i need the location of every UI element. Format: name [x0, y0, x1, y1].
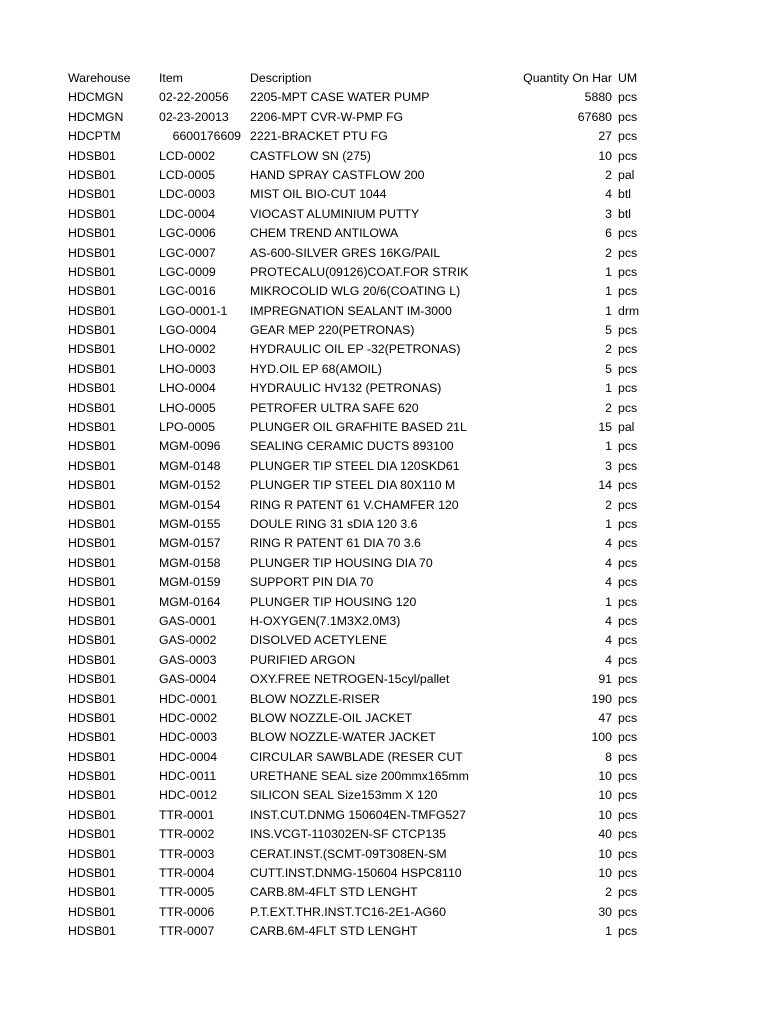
quantity-cell: 15: [598, 420, 612, 435]
table-row: [0, 767, 768, 786]
item-cell: LGO-0001-1: [159, 303, 228, 318]
warehouse-cell: HDSB01: [68, 594, 116, 609]
quantity-cell: 47: [598, 710, 612, 725]
warehouse-cell: HDSB01: [68, 439, 116, 454]
um-cell: pcs: [618, 555, 638, 570]
item-cell: LGC-0006: [159, 226, 216, 241]
quantity-cell: 1: [605, 439, 612, 454]
um-cell: pcs: [618, 478, 638, 493]
um-cell: pcs: [618, 710, 638, 725]
warehouse-cell: HDSB01: [68, 846, 116, 861]
table-row: [0, 534, 768, 553]
um-cell: pcs: [618, 846, 638, 861]
item-cell: TTR-0006: [159, 904, 215, 919]
warehouse-cell: HDSB01: [68, 458, 116, 473]
item-cell: GAS-0004: [159, 672, 217, 687]
item-cell: LDC-0003: [159, 187, 216, 202]
table-row: [0, 631, 768, 650]
quantity-cell: 40: [598, 827, 612, 842]
warehouse-cell: HDSB01: [68, 303, 116, 318]
quantity-cell: 5: [605, 323, 612, 338]
item-cell: HDC-0003: [159, 730, 218, 745]
um-cell: pcs: [618, 827, 638, 842]
description-cell: DOULE RING 31 sDIA 120 3.6: [250, 516, 418, 531]
um-cell: pcs: [618, 904, 638, 919]
quantity-cell: 2: [605, 497, 612, 512]
header-um: UM: [618, 71, 638, 85]
description-cell: PLUNGER TIP HOUSING DIA 70: [250, 555, 433, 570]
table-row: [0, 651, 768, 670]
warehouse-cell: HDCMGN: [68, 90, 124, 105]
warehouse-cell: HDSB01: [68, 516, 116, 531]
item-cell: 02-23-20013: [159, 109, 229, 124]
table-row: [0, 127, 768, 146]
quantity-cell: 5880: [584, 90, 612, 105]
item-cell: LPO-0005: [159, 420, 216, 435]
warehouse-cell: HDCPTM: [68, 129, 121, 144]
description-cell: BLOW NOZZLE-WATER JACKET: [250, 730, 436, 745]
description-cell: DISOLVED ACETYLENE: [250, 633, 388, 648]
table-row: [0, 786, 768, 805]
table-row: [0, 883, 768, 902]
warehouse-cell: HDSB01: [68, 749, 116, 764]
um-cell: pal: [618, 420, 635, 435]
quantity-cell: 2: [605, 885, 612, 900]
description-cell: CARB.6M-4FLT STD LENGHT: [250, 924, 418, 939]
item-cell: GAS-0001: [159, 613, 217, 628]
description-cell: PLUNGER TIP HOUSING 120: [250, 594, 417, 609]
warehouse-cell: HDSB01: [68, 691, 116, 706]
description-cell: HYD.OIL EP 68(AMOIL): [250, 361, 382, 376]
item-cell: 6600176609: [172, 129, 241, 144]
description-cell: SILICON SEAL Size153mm X 120: [250, 788, 438, 803]
warehouse-cell: HDSB01: [68, 885, 116, 900]
um-cell: pcs: [618, 536, 638, 551]
quantity-cell: 10: [598, 148, 612, 163]
warehouse-cell: HDSB01: [68, 575, 116, 590]
warehouse-cell: HDSB01: [68, 284, 116, 299]
um-cell: pal: [618, 167, 635, 182]
description-cell: 2221-BRACKET PTU FG: [250, 129, 388, 144]
quantity-cell: 8: [605, 749, 612, 764]
warehouse-cell: HDSB01: [68, 710, 116, 725]
um-cell: pcs: [618, 769, 638, 784]
item-cell: LGO-0004: [159, 323, 217, 338]
table-row: [0, 379, 768, 398]
um-cell: pcs: [618, 807, 638, 822]
um-cell: pcs: [618, 342, 638, 357]
um-cell: pcs: [618, 226, 638, 241]
um-cell: pcs: [618, 109, 638, 124]
item-cell: LCD-0005: [159, 167, 216, 182]
quantity-cell: 27: [598, 129, 612, 144]
um-cell: pcs: [618, 885, 638, 900]
table-row: [0, 612, 768, 631]
description-cell: MIST OIL BIO-CUT 1044: [250, 187, 387, 202]
table-row: [0, 476, 768, 495]
um-cell: pcs: [618, 361, 638, 376]
quantity-cell: 4: [605, 555, 612, 570]
description-cell: SUPPORT PIN DIA 70: [250, 575, 374, 590]
um-cell: pcs: [618, 924, 638, 939]
table-row: [0, 573, 768, 592]
item-cell: HDC-0004: [159, 749, 218, 764]
quantity-cell: 4: [605, 187, 612, 202]
description-cell: AS-600-SILVER GRES 16KG/PAIL: [250, 245, 441, 260]
item-cell: MGM-0155: [159, 516, 221, 531]
description-cell: HYDRAULIC HV132 (PETRONAS): [250, 381, 442, 396]
table-row: [0, 709, 768, 728]
item-cell: MGM-0154: [159, 497, 221, 512]
table-row: [0, 418, 768, 437]
description-cell: PROTECALU(09126)COAT.FOR STRIK: [250, 264, 469, 279]
item-cell: HDC-0012: [159, 788, 218, 803]
um-cell: pcs: [618, 381, 638, 396]
table-row: [0, 282, 768, 301]
um-cell: pcs: [618, 672, 638, 687]
item-cell: HDC-0002: [159, 710, 218, 725]
warehouse-cell: HDSB01: [68, 148, 116, 163]
item-cell: LHO-0005: [159, 400, 216, 415]
item-cell: MGM-0152: [159, 478, 221, 493]
quantity-cell: 1: [605, 594, 612, 609]
description-cell: GEAR MEP 220(PETRONAS): [250, 323, 415, 338]
description-cell: OXY.FREE NETROGEN-15cyl/pallet: [250, 672, 450, 687]
item-cell: MGM-0164: [159, 594, 221, 609]
warehouse-cell: HDSB01: [68, 730, 116, 745]
table-row: [0, 670, 768, 689]
header-row: [0, 69, 768, 88]
quantity-cell: 30: [598, 904, 612, 919]
warehouse-cell: HDCMGN: [68, 109, 124, 124]
warehouse-cell: HDSB01: [68, 613, 116, 628]
quantity-cell: 6: [605, 226, 612, 241]
description-cell: HYDRAULIC OIL EP -32(PETRONAS): [250, 342, 461, 357]
description-cell: URETHANE SEAL size 200mmx165mm: [250, 769, 469, 784]
warehouse-cell: HDSB01: [68, 788, 116, 803]
um-cell: pcs: [618, 439, 638, 454]
table-row: [0, 806, 768, 825]
warehouse-cell: HDSB01: [68, 769, 116, 784]
quantity-cell: 10: [598, 846, 612, 861]
item-cell: MGM-0159: [159, 575, 221, 590]
um-cell: pcs: [618, 691, 638, 706]
quantity-cell: 4: [605, 536, 612, 551]
description-cell: SEALING CERAMIC DUCTS 893100: [250, 439, 454, 454]
item-cell: LCD-0002: [159, 148, 216, 163]
item-cell: TTR-0001: [159, 807, 215, 822]
item-cell: MGM-0157: [159, 536, 221, 551]
um-cell: btl: [618, 187, 631, 202]
um-cell: pcs: [618, 613, 638, 628]
um-cell: pcs: [618, 148, 638, 163]
description-cell: RING R PATENT 61 V.CHAMFER 120: [250, 497, 459, 512]
um-cell: pcs: [618, 633, 638, 648]
description-cell: CARB.8M-4FLT STD LENGHT: [250, 885, 418, 900]
item-cell: 02-22-20056: [159, 90, 229, 105]
um-cell: pcs: [618, 400, 638, 415]
warehouse-cell: HDSB01: [68, 672, 116, 687]
warehouse-cell: HDSB01: [68, 478, 116, 493]
um-cell: pcs: [618, 284, 638, 299]
table-row: [0, 457, 768, 476]
quantity-cell: 4: [605, 633, 612, 648]
description-cell: CIRCULAR SAWBLADE (RESER CUT: [250, 749, 463, 764]
item-cell: MGM-0096: [159, 439, 221, 454]
quantity-cell: 2: [605, 167, 612, 182]
item-cell: LDC-0004: [159, 206, 216, 221]
um-cell: pcs: [618, 866, 638, 881]
warehouse-cell: HDSB01: [68, 381, 116, 396]
table-row: [0, 302, 768, 321]
table-row: [0, 748, 768, 767]
um-cell: pcs: [618, 730, 638, 745]
table-row: [0, 922, 768, 941]
description-cell: CHEM TREND ANTILOWA: [250, 226, 399, 241]
description-cell: HAND SPRAY CASTFLOW 200: [250, 167, 425, 182]
table-row: [0, 340, 768, 359]
warehouse-cell: HDSB01: [68, 555, 116, 570]
um-cell: pcs: [618, 516, 638, 531]
quantity-cell: 3: [605, 458, 612, 473]
table-row: [0, 263, 768, 282]
description-cell: CUTT.INST.DNMG-150604 HSPC8110: [250, 866, 462, 881]
description-cell: MIKROCOLID WLG 20/6(COATING L): [250, 284, 461, 299]
warehouse-cell: HDSB01: [68, 497, 116, 512]
description-cell: BLOW NOZZLE-RISER: [250, 691, 380, 706]
quantity-cell: 190: [591, 691, 612, 706]
um-cell: pcs: [618, 245, 638, 260]
quantity-cell: 100: [591, 730, 612, 745]
description-cell: PLUNGER TIP STEEL DIA 120SKD61: [250, 458, 460, 473]
quantity-cell: 2: [605, 245, 612, 260]
item-cell: LHO-0002: [159, 342, 216, 357]
description-cell: PURIFIED ARGON: [250, 652, 356, 667]
warehouse-cell: HDSB01: [68, 187, 116, 202]
um-cell: pcs: [618, 458, 638, 473]
description-cell: BLOW NOZZLE-OIL JACKET: [250, 710, 413, 725]
header-description: Description: [250, 71, 312, 85]
header-warehouse: Warehouse: [68, 71, 131, 85]
quantity-cell: 2: [605, 400, 612, 415]
quantity-cell: 10: [598, 788, 612, 803]
um-cell: pcs: [618, 497, 638, 512]
warehouse-cell: HDSB01: [68, 866, 116, 881]
um-cell: pcs: [618, 749, 638, 764]
description-cell: PLUNGER TIP STEEL DIA 80X110 M: [250, 478, 456, 493]
warehouse-cell: HDSB01: [68, 827, 116, 842]
um-cell: pcs: [618, 323, 638, 338]
description-cell: IMPREGNATION SEALANT IM-3000: [250, 303, 452, 318]
warehouse-cell: HDSB01: [68, 400, 116, 415]
description-cell: PLUNGER OIL GRAFHITE BASED 21L: [250, 420, 467, 435]
description-cell: INS.VCGT-110302EN-SF CTCP135: [250, 827, 446, 842]
table-row: [0, 515, 768, 534]
inventory-sheet: [0, 69, 768, 942]
item-cell: TTR-0002: [159, 827, 215, 842]
quantity-cell: 1: [605, 924, 612, 939]
quantity-cell: 91: [598, 672, 612, 687]
table-row: [0, 185, 768, 204]
warehouse-cell: HDSB01: [68, 536, 116, 551]
header-quantity: Quantity On Har: [523, 71, 612, 85]
item-cell: LGC-0009: [159, 264, 216, 279]
um-cell: drm: [618, 303, 640, 318]
description-cell: RING R PATENT 61 DIA 70 3.6: [250, 536, 421, 551]
description-cell: P.T.EXT.THR.INST.TC16-2E1-AG60: [250, 904, 446, 919]
item-cell: LHO-0003: [159, 361, 216, 376]
quantity-cell: 10: [598, 807, 612, 822]
table-row: [0, 147, 768, 166]
table-row: [0, 496, 768, 515]
table-row: [0, 554, 768, 573]
warehouse-cell: HDSB01: [68, 633, 116, 648]
quantity-cell: 4: [605, 652, 612, 667]
quantity-cell: 1: [605, 381, 612, 396]
description-cell: VIOCAST ALUMINIUM PUTTY: [250, 206, 420, 221]
warehouse-cell: HDSB01: [68, 904, 116, 919]
quantity-cell: 4: [605, 575, 612, 590]
table-row: [0, 166, 768, 185]
table-row: [0, 825, 768, 844]
table-row: [0, 205, 768, 224]
item-cell: LGC-0007: [159, 245, 216, 260]
item-cell: LHO-0004: [159, 381, 216, 396]
um-cell: pcs: [618, 788, 638, 803]
table-row: [0, 88, 768, 107]
item-cell: HDC-0001: [159, 691, 218, 706]
um-cell: pcs: [618, 575, 638, 590]
quantity-cell: 4: [605, 613, 612, 628]
item-cell: TTR-0003: [159, 846, 215, 861]
table-row: [0, 728, 768, 747]
item-cell: MGM-0158: [159, 555, 221, 570]
table-row: [0, 864, 768, 883]
quantity-cell: 10: [598, 866, 612, 881]
um-cell: btl: [618, 206, 631, 221]
quantity-cell: 1: [605, 303, 612, 318]
warehouse-cell: HDSB01: [68, 652, 116, 667]
um-cell: pcs: [618, 129, 638, 144]
warehouse-cell: HDSB01: [68, 342, 116, 357]
description-cell: PETROFER ULTRA SAFE 620: [250, 400, 419, 415]
description-cell: 2206-MPT CVR-W-PMP FG: [250, 109, 404, 124]
warehouse-cell: HDSB01: [68, 245, 116, 260]
quantity-cell: 5: [605, 361, 612, 376]
item-cell: TTR-0005: [159, 885, 215, 900]
warehouse-cell: HDSB01: [68, 361, 116, 376]
table-row: [0, 244, 768, 263]
quantity-cell: 1: [605, 516, 612, 531]
warehouse-cell: HDSB01: [68, 206, 116, 221]
table-row: [0, 224, 768, 243]
description-cell: 2205-MPT CASE WATER PUMP: [250, 90, 430, 105]
item-cell: LGC-0016: [159, 284, 216, 299]
table-row: [0, 437, 768, 456]
warehouse-cell: HDSB01: [68, 924, 116, 939]
um-cell: pcs: [618, 264, 638, 279]
warehouse-cell: HDSB01: [68, 264, 116, 279]
description-cell: CERAT.INST.(SCMT-09T308EN-SM: [250, 846, 447, 861]
um-cell: pcs: [618, 652, 638, 667]
table-row: [0, 360, 768, 379]
table-row: [0, 845, 768, 864]
table-row: [0, 321, 768, 340]
warehouse-cell: HDSB01: [68, 420, 116, 435]
item-cell: HDC-0011: [159, 769, 217, 784]
item-cell: MGM-0148: [159, 458, 221, 473]
description-cell: INST.CUT.DNMG 150604EN-TMFG527: [250, 807, 466, 822]
warehouse-cell: HDSB01: [68, 226, 116, 241]
table-row: [0, 690, 768, 709]
quantity-cell: 3: [605, 206, 612, 221]
header-item: Item: [159, 71, 183, 85]
quantity-cell: 67680: [577, 109, 612, 124]
item-cell: TTR-0004: [159, 866, 215, 881]
item-cell: GAS-0002: [159, 633, 217, 648]
description-cell: CASTFLOW SN (275): [250, 148, 371, 163]
item-cell: GAS-0003: [159, 652, 217, 667]
table-row: [0, 108, 768, 127]
table-body: [0, 88, 768, 941]
warehouse-cell: HDSB01: [68, 167, 116, 182]
table-row: [0, 903, 768, 922]
table-row: [0, 593, 768, 612]
item-cell: TTR-0007: [159, 924, 215, 939]
quantity-cell: 1: [605, 264, 612, 279]
table-row: [0, 399, 768, 418]
um-cell: pcs: [618, 90, 638, 105]
um-cell: pcs: [618, 594, 638, 609]
quantity-cell: 14: [598, 478, 612, 493]
quantity-cell: 10: [598, 769, 612, 784]
quantity-cell: 2: [605, 342, 612, 357]
warehouse-cell: HDSB01: [68, 323, 116, 338]
description-cell: H-OXYGEN(7.1M3X2.0M3): [250, 613, 401, 628]
quantity-cell: 1: [605, 284, 612, 299]
warehouse-cell: HDSB01: [68, 807, 116, 822]
